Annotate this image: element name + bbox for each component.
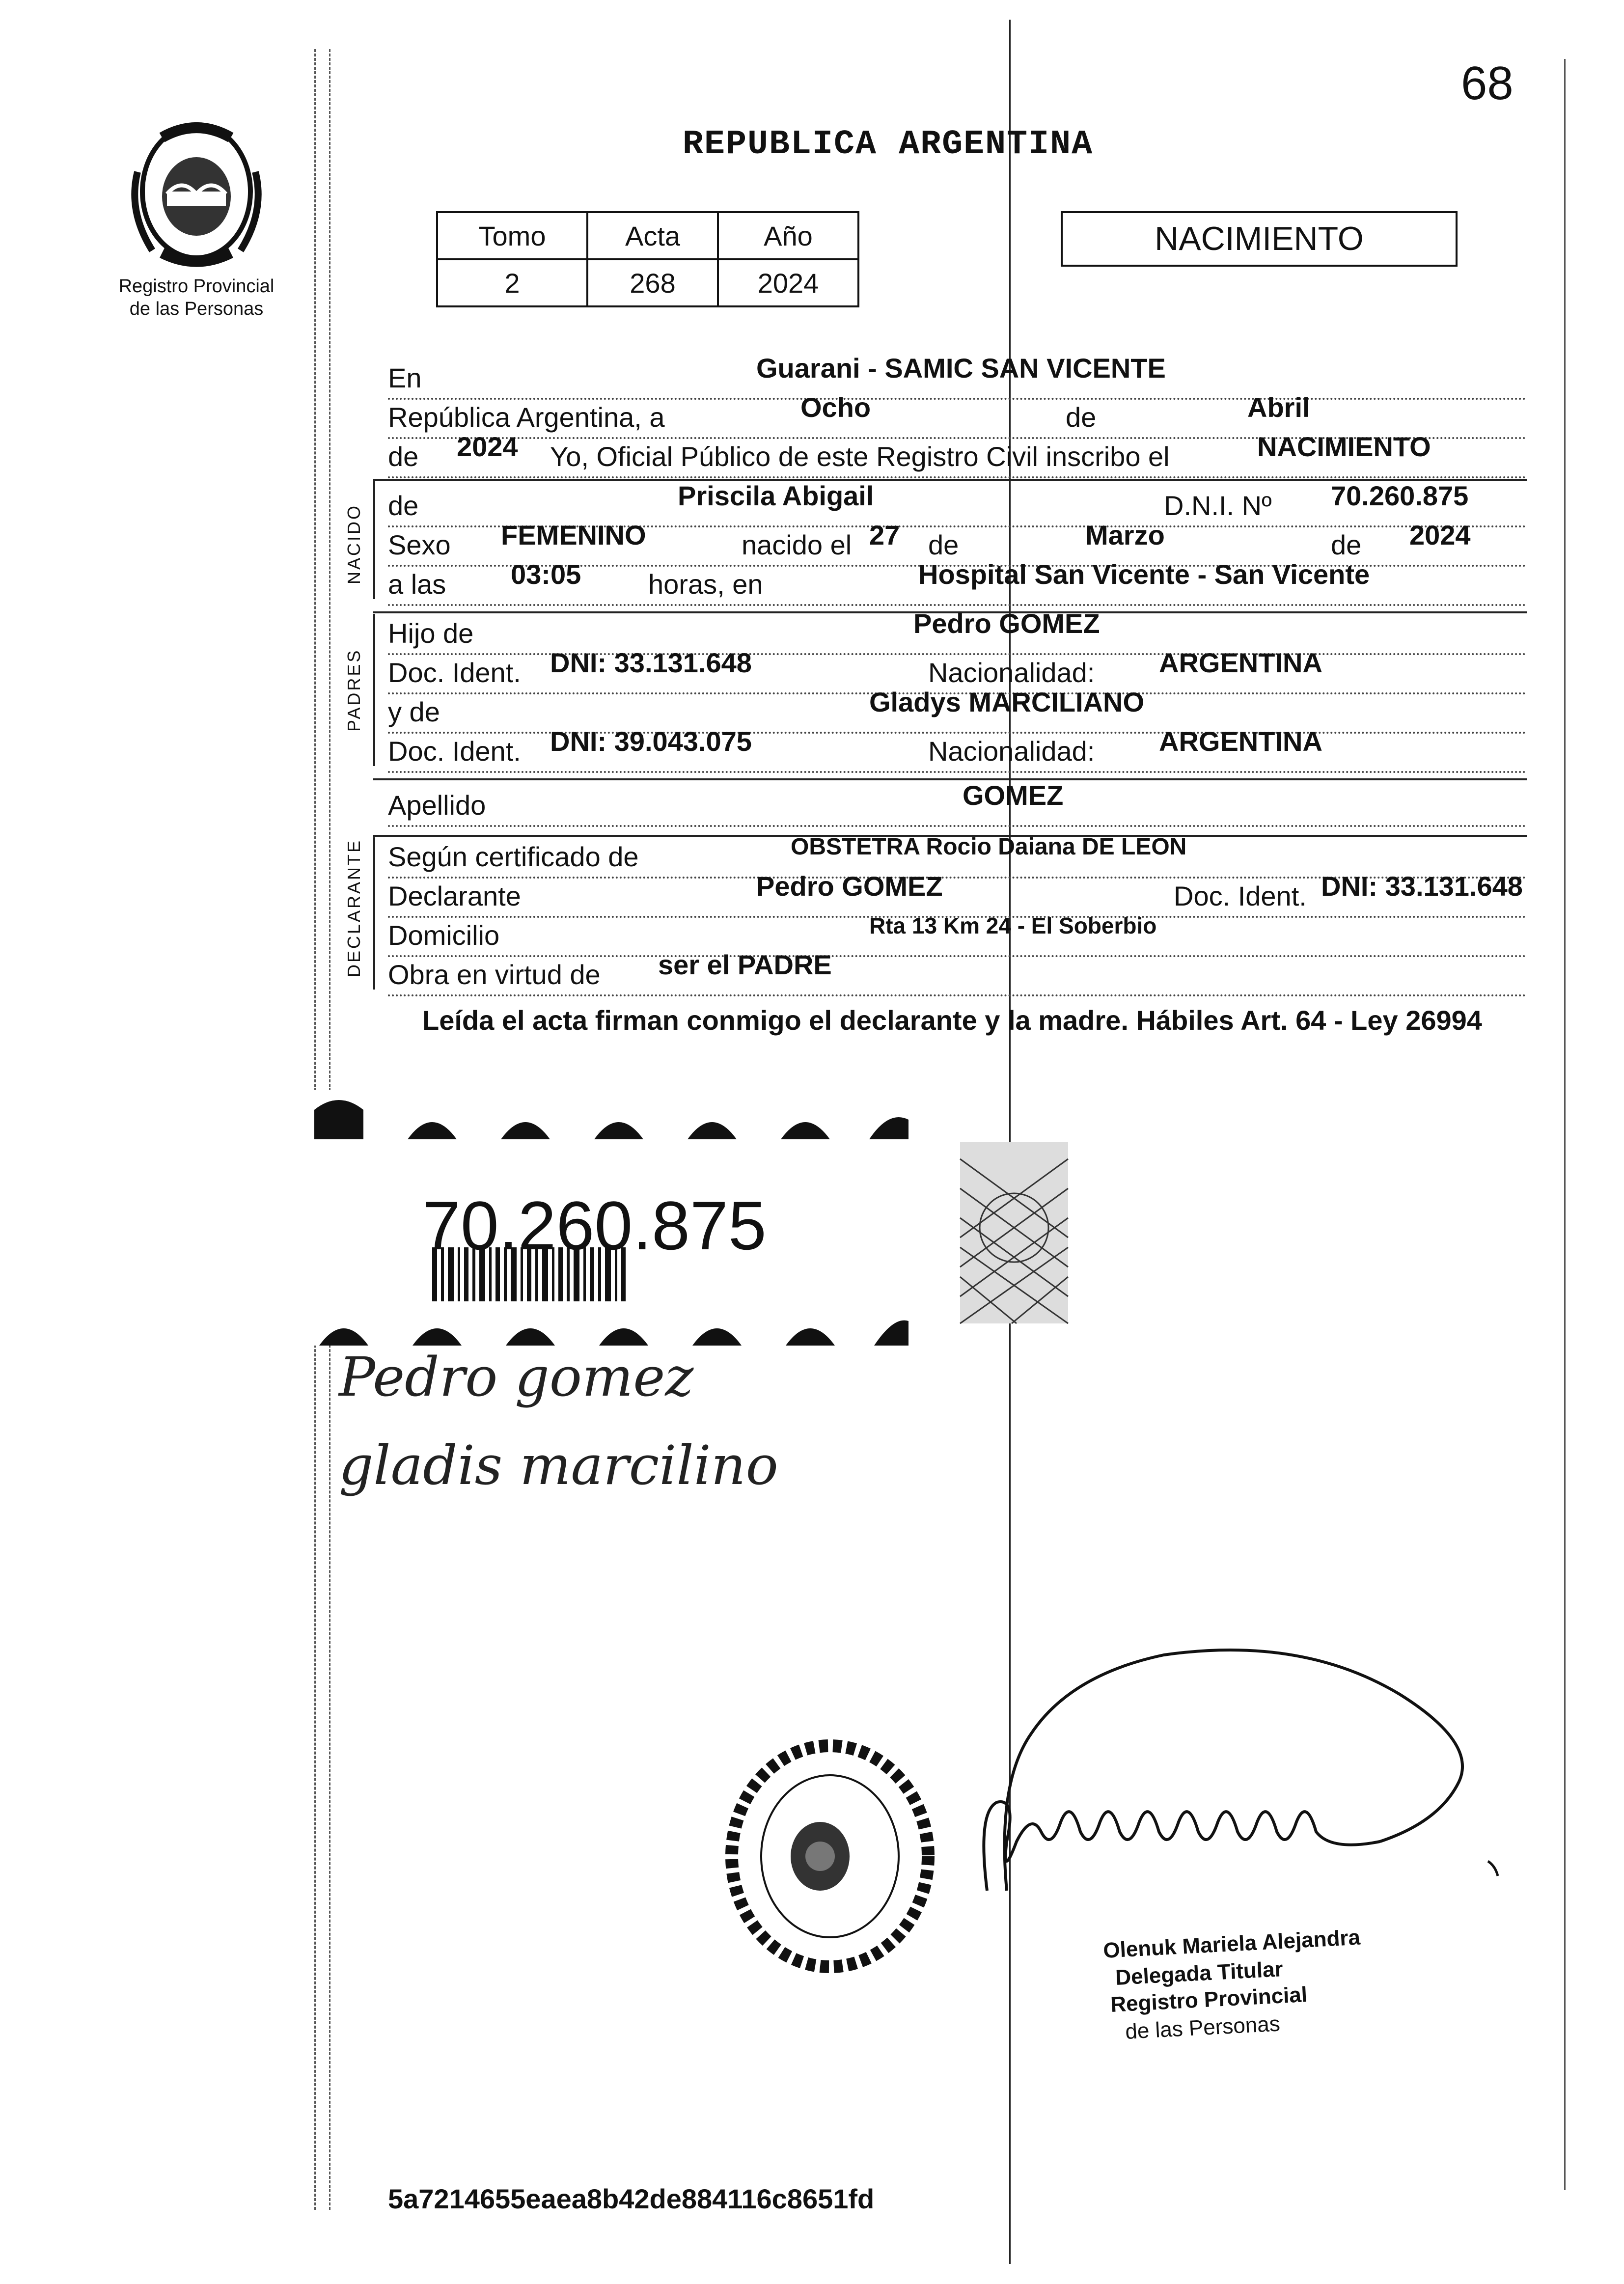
- value-hora: 03:05: [511, 559, 581, 590]
- label-a-las: a las: [388, 569, 446, 600]
- closing-statement: Leída el acta firman conmigo el declarante y la madre. Hábiles Art. 64 - Ley 26994: [422, 1005, 1482, 1036]
- label-yo: Yo, Oficial Público de este Registro Civil inscribo el: [550, 441, 1170, 472]
- value-madre: Gladys MARCILIANO: [869, 687, 1145, 717]
- line-apellido: [388, 780, 1526, 827]
- signature-madre: gladis marcilino: [339, 1434, 778, 1497]
- label-domicilio: Domicilio: [388, 920, 500, 951]
- value-madre-nac: ARGENTINA: [1159, 726, 1322, 757]
- separator-apellido: [373, 778, 1527, 780]
- value-year: 2024: [457, 431, 518, 462]
- province-seal-logo: [118, 113, 275, 275]
- value-month: Abril: [1247, 392, 1310, 423]
- right-margin-line: [1564, 59, 1566, 2190]
- value-sexo: FEMENINO: [501, 520, 646, 550]
- label-hijo-de: Hijo de: [388, 618, 474, 649]
- value-en: Guarani - SAMIC SAN VICENTE: [756, 353, 1166, 384]
- label-de-1: de: [1066, 402, 1097, 433]
- label-republica: República Argentina, a: [388, 402, 665, 433]
- label-madre-doc: Doc. Ident.: [388, 736, 521, 767]
- value-acta: 268: [587, 259, 718, 306]
- value-dia: 27: [869, 520, 900, 550]
- value-padre-doc: DNI: 33.131.648: [550, 647, 752, 678]
- stamp-office-2: de las Personas: [1125, 2011, 1281, 2044]
- label-padre-doc: Doc. Ident.: [388, 657, 521, 688]
- line-en: [388, 353, 1526, 400]
- value-inscribo: NACIMIENTO: [1257, 431, 1431, 462]
- line-domicilio: [388, 913, 1526, 957]
- value-tomo: 2: [437, 259, 587, 306]
- official-round-seal: [722, 1738, 938, 1974]
- section-bar-padres: [373, 614, 375, 766]
- label-de-nombre: de: [388, 490, 419, 521]
- line-hora: [388, 559, 1526, 606]
- section-label-padres: PADRES: [344, 648, 364, 732]
- label-en: En: [388, 362, 422, 393]
- signature-padre: Pedro gomez: [339, 1346, 694, 1408]
- label-apellido: Apellido: [388, 790, 486, 821]
- label-horas-en: horas, en: [648, 569, 763, 600]
- section-label-nacido: NACIDO: [344, 503, 364, 584]
- value-declarante-doc: DNI: 33.131.648: [1321, 871, 1523, 902]
- section-bar-declarante: [373, 837, 375, 990]
- logo-caption-line1: Registro Provincial: [118, 276, 275, 297]
- section-label-declarante: DECLARANTE: [344, 838, 364, 977]
- value-obra: ser el PADRE: [658, 949, 832, 980]
- label-declarante-doc: Doc. Ident.: [1174, 881, 1307, 911]
- label-dni: D.N.I. Nº: [1164, 490, 1272, 521]
- label-sexo: Sexo: [388, 529, 451, 560]
- value-lugar: Hospital San Vicente - San Vicente: [918, 559, 1370, 590]
- line-madre-doc: [388, 726, 1526, 773]
- label-segun: Según certificado de: [388, 841, 639, 872]
- value-apellido: GOMEZ: [963, 780, 1064, 811]
- hologram-seal: [958, 1139, 1071, 1326]
- label-obra: Obra en virtud de: [388, 959, 601, 990]
- record-type-box: NACIMIENTO: [1061, 211, 1458, 267]
- record-number-table: [436, 211, 859, 307]
- value-padre-nac: ARGENTINA: [1159, 647, 1322, 678]
- label-de-b: de: [1331, 529, 1362, 560]
- label-y-de: y de: [388, 696, 440, 727]
- value-dni: 70.260.875: [1331, 480, 1469, 511]
- label-madre-nac: Nacionalidad:: [928, 736, 1095, 767]
- value-madre-doc: DNI: 39.043.075: [550, 726, 752, 757]
- country-title: REPUBLICA ARGENTINA: [683, 125, 1094, 164]
- label-de-a: de: [928, 529, 959, 560]
- stamp-officer-name: Olenuk Mariela Alejandra: [1102, 1925, 1361, 1963]
- value-certificado: OBSTETRA Rocio Daiana DE LEON: [791, 834, 1187, 860]
- document-hash: 5a7214655eaea8b42de884116c8651fd: [388, 2183, 875, 2214]
- value-nombre: Priscila Abigail: [678, 480, 874, 511]
- section-bar-nacido: [373, 481, 375, 599]
- value-padre: Pedro GOMEZ: [913, 608, 1100, 639]
- stamp-officer-role: Delegada Titular: [1115, 1957, 1284, 1990]
- header-anio: Año: [718, 212, 858, 259]
- page-number: 68: [1461, 57, 1514, 110]
- value-declarante: Pedro GOMEZ: [756, 871, 943, 902]
- value-anio-nac: 2024: [1409, 520, 1471, 550]
- logo-caption: [98, 275, 295, 320]
- header-acta: Acta: [587, 212, 718, 259]
- label-nacido-el: nacido el: [742, 529, 852, 560]
- value-domicilio: Rta 13 Km 24 - El Soberbio: [869, 913, 1157, 938]
- line-obra: [388, 949, 1526, 996]
- label-de-2: de: [388, 441, 419, 472]
- label-padre-nac: Nacionalidad:: [928, 657, 1095, 688]
- label-declarante: Declarante: [388, 881, 521, 911]
- line-yo: [388, 431, 1526, 478]
- header-tomo: Tomo: [437, 212, 587, 259]
- stamp-office: Registro Provincial: [1110, 1982, 1308, 2017]
- officer-signature: [958, 1635, 1508, 1910]
- value-mes: Marzo: [1085, 520, 1165, 550]
- value-day: Ocho: [800, 392, 871, 423]
- value-anio: 2024: [718, 259, 858, 306]
- logo-caption-line2: de las Personas: [129, 299, 264, 319]
- sticker-number: 70.260.875: [422, 1187, 767, 1264]
